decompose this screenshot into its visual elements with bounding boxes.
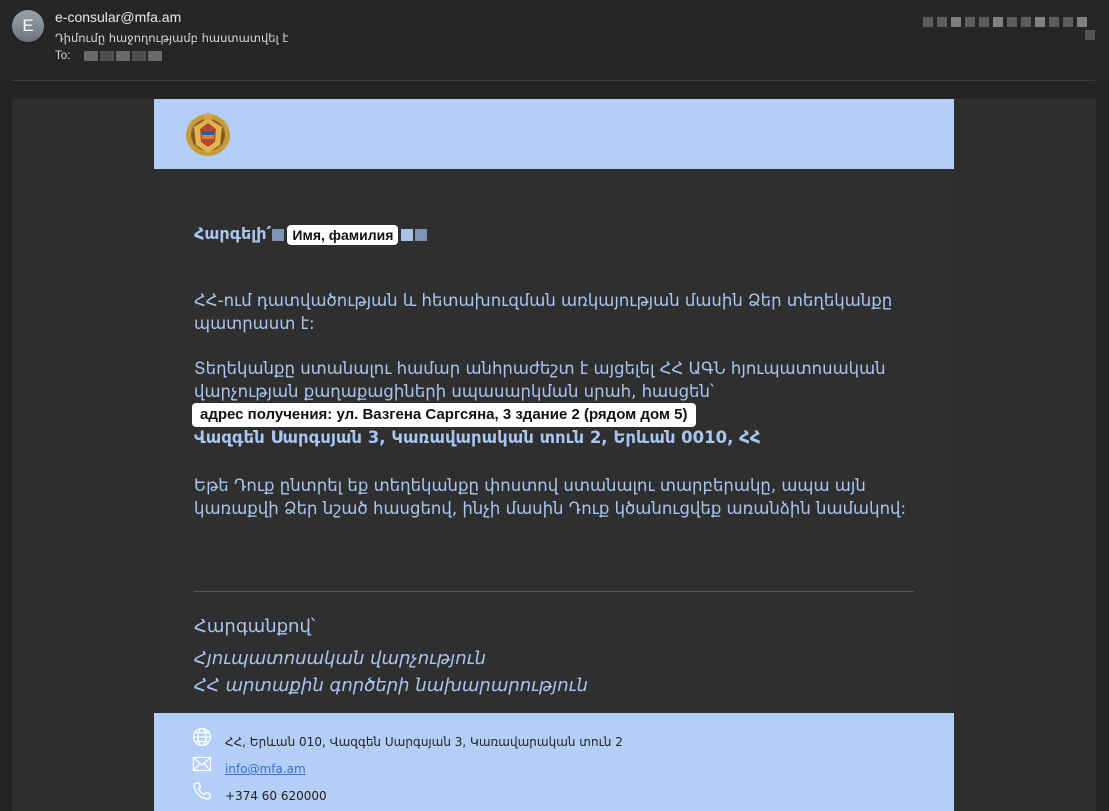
redacted-block [415, 229, 427, 241]
address-bold: Վազգեն Սարգսյան 3, Կառավարական տուն 2, Երևան 0010, ՀՀ [194, 428, 761, 447]
header-divider [12, 80, 1095, 81]
date-redacted [919, 11, 1087, 30]
greeting: Հարգելի՛ [194, 224, 272, 243]
envelope-icon [192, 754, 212, 774]
footer-email-link[interactable]: info@mfa.am [225, 762, 306, 776]
footer-address: ՀՀ, Երևան 010, Վազգեն Սարգսյան 3, Կառավարական տուն 2 [225, 735, 623, 749]
header-banner [154, 99, 954, 169]
footer-phone: +374 60 620000 [225, 789, 327, 803]
paragraph-pickup: Տեղեկանքը ստանալու համար անհրաժեշտ է այցելել ՀՀ ԱԳՆ հյուպատոսական վարչության քաղաքացիների սպասարկման սրահ, հասցեն՝ [194, 359, 886, 401]
email-header [0, 0, 1109, 80]
redacted-block [401, 229, 413, 241]
phone-icon [192, 781, 212, 801]
globe-icon [192, 727, 212, 747]
sender-avatar[interactable]: E [12, 10, 44, 42]
to-label: To: [55, 50, 71, 62]
address-overlay-label: адрес получения: ул. Вазгена Саргсяна, 3 здание 2 (рядом дом 5) [192, 403, 696, 427]
signature-line-1: Հյուպատոսական վարչություն [194, 648, 486, 669]
redacted-block [272, 229, 284, 241]
name-placeholder: Имя, фамилия [287, 225, 398, 245]
recipient-redacted [84, 50, 164, 62]
signature-divider [194, 591, 914, 592]
paragraph-ready: ՀՀ-ում դատվածության և հետախուզման առկայության մասին Ձեր տեղեկանքը պատրաստ է: [194, 291, 893, 333]
footer-banner [154, 713, 954, 811]
regards: Հարգանքով՝ [194, 616, 316, 637]
coat-of-arms-icon [182, 109, 234, 159]
paragraph-post: Եթե Դուք ընտրել եք տեղեկանքը փոստով ստանալու տարբերակը, ապա այն կառաքվի Ձեր նշած հասցեով, ինչի մասին Դուք կծանուցվեք առանձին նամակով: [194, 476, 907, 518]
meta-redacted [1085, 30, 1095, 40]
greeting-line [194, 224, 428, 245]
email-subject: Դիմումը հաջողությամբ հաստատվել է [55, 31, 289, 45]
signature-line-2: ՀՀ արտաքին գործերի նախարարություն [194, 675, 588, 696]
recipient-row [55, 50, 164, 62]
sender-address[interactable]: e-consular@mfa.am [55, 9, 182, 25]
